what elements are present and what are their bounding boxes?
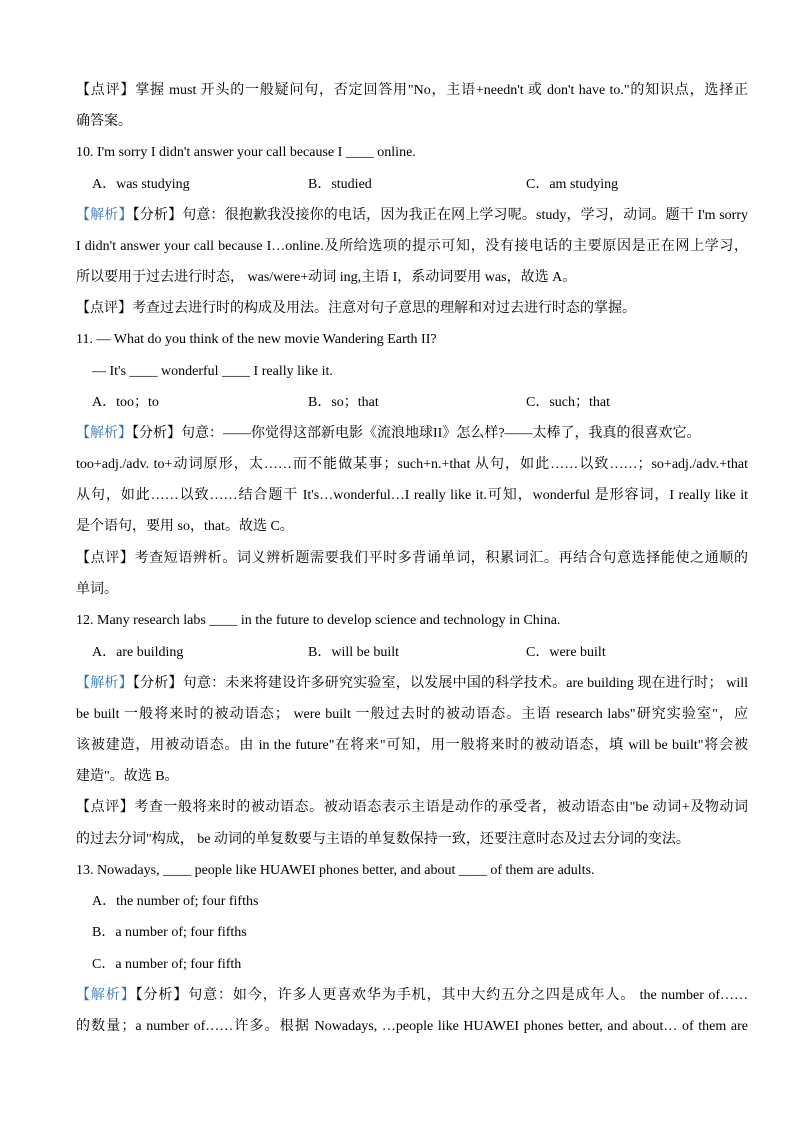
comment-line: 单词。 (76, 582, 118, 597)
analysis-line (76, 206, 748, 226)
analysis-line: too+adj./adv. to+动词原形，太……而不能做某事；such+n.+that 从句，如此……以致……；so+adj./adv.+that (76, 457, 748, 472)
option-a: A．the number of; four fifths (92, 894, 259, 909)
analysis-line: be built 一般将来时的被动语态； were built 一般过去时的被动语态。主语 research labs"研究实验室"，应 (76, 707, 748, 722)
question-13: 13. Nowadays, ____ people like HUAWEI phones better, and about ____ of them are adults. (76, 863, 595, 878)
comment-line: 确答案。 (76, 114, 132, 129)
comment-line: 的过去分词"构成， be 动词的单复数要与主语的单复数保持一致，还要注意时态及过去分词的变法。 (76, 832, 690, 847)
option-a: A．too；to (92, 395, 159, 410)
analysis-text: 【分析】句意：如今，许多人更喜欢华为手机，其中大约五分之四是成年人。 the number of…… (135, 988, 748, 1003)
analysis-line: 的数量；a number of……许多。根据 Nowadays, …people like HUAWEI phones better, and about… of them are (76, 1019, 748, 1034)
question-11-line2: — It's ____ wonderful ____ I really like it. (92, 364, 333, 379)
comment-line: 【点评】考查过去进行时的构成及用法。注意对句子意思的理解和对过去进行时态的掌握。 (76, 301, 636, 316)
question-12: 12. Many research labs ____ in the future to develop science and technology in China. (76, 613, 561, 628)
analysis-text: 【分析】句意：未来将建设许多研究实验室，以发展中国的科学技术。are building 现在进行时； will (132, 676, 748, 691)
analysis-line: I didn't answer your call because I…online.及所给选项的提示可知，没有接电话的主要原因是正在网上学习， (76, 239, 748, 254)
analysis-line (76, 424, 748, 444)
option-c: C．were built (526, 645, 606, 660)
question-10: 10. I'm sorry I didn't answer your call because I ____ online. (76, 145, 416, 160)
option-b: B．will be built (308, 645, 399, 660)
analysis-line: 从句，如此……以致……结合题干 It's…wonderful…I really like it.可知，wonderful 是形容词，I really like it (76, 488, 748, 503)
analysis-tag: 【解析】 (76, 426, 132, 441)
option-b: B．studied (308, 177, 372, 192)
analysis-tag: 【解析】 (76, 676, 133, 691)
comment-line: 【点评】掌握 must 开头的一般疑问句，否定回答用"No，主语+needn't 或 don't have to."的知识点，选择正 (76, 83, 748, 98)
analysis-line: 该被建造，用被动语态。由 in the future"在将来"可知，用一般将来时的被动语态，填 will be built"将会被 (76, 738, 748, 753)
option-a: A．are building (92, 645, 184, 660)
question-10-options (76, 175, 748, 195)
analysis-text: 【分析】句意：很抱歉我没接你的电话，因为我正在网上学习呢。study，学习，动词。题干 I'm sorry (132, 208, 748, 223)
question-11-options (76, 393, 748, 413)
analysis-tag: 【解析】 (76, 208, 133, 223)
analysis-line (76, 986, 748, 1006)
analysis-line: 建造"。故选 B。 (76, 769, 179, 784)
option-b: B．so；that (308, 395, 379, 410)
question-11: 11. — What do you think of the new movie Wandering Earth II? (76, 332, 437, 347)
analysis-line: 所以要用于过去进行时态， was/were+动词 ing,主语 I，系动词要用 was，故选 A。 (76, 270, 577, 285)
option-a: A．was studying (92, 177, 190, 192)
option-c: C．such；that (526, 395, 610, 410)
analysis-text: 【分析】句意：——你觉得这部新电影《流浪地球II》怎么样?——太棒了，我真的很喜欢它。 (132, 426, 701, 441)
comment-line: 【点评】考查短语辨析。词义辨析题需要我们平时多背诵单词，积累词汇。再结合句意选择能使之通顺的 (76, 551, 748, 566)
option-c: C．am studying (526, 177, 619, 192)
analysis-tag: 【解析】 (76, 988, 136, 1003)
analysis-line (76, 674, 748, 694)
question-12-options (76, 643, 748, 663)
option-b: B．a number of; four fifths (92, 925, 247, 940)
comment-line: 【点评】考查一般将来时的被动语态。被动语态表示主语是动作的承受者，被动语态由"be 动词+及物动词 (76, 800, 748, 815)
analysis-line: 是个语句，要用 so，that。故选 C。 (76, 519, 294, 534)
option-c: C．a number of; four fifth (92, 957, 242, 972)
